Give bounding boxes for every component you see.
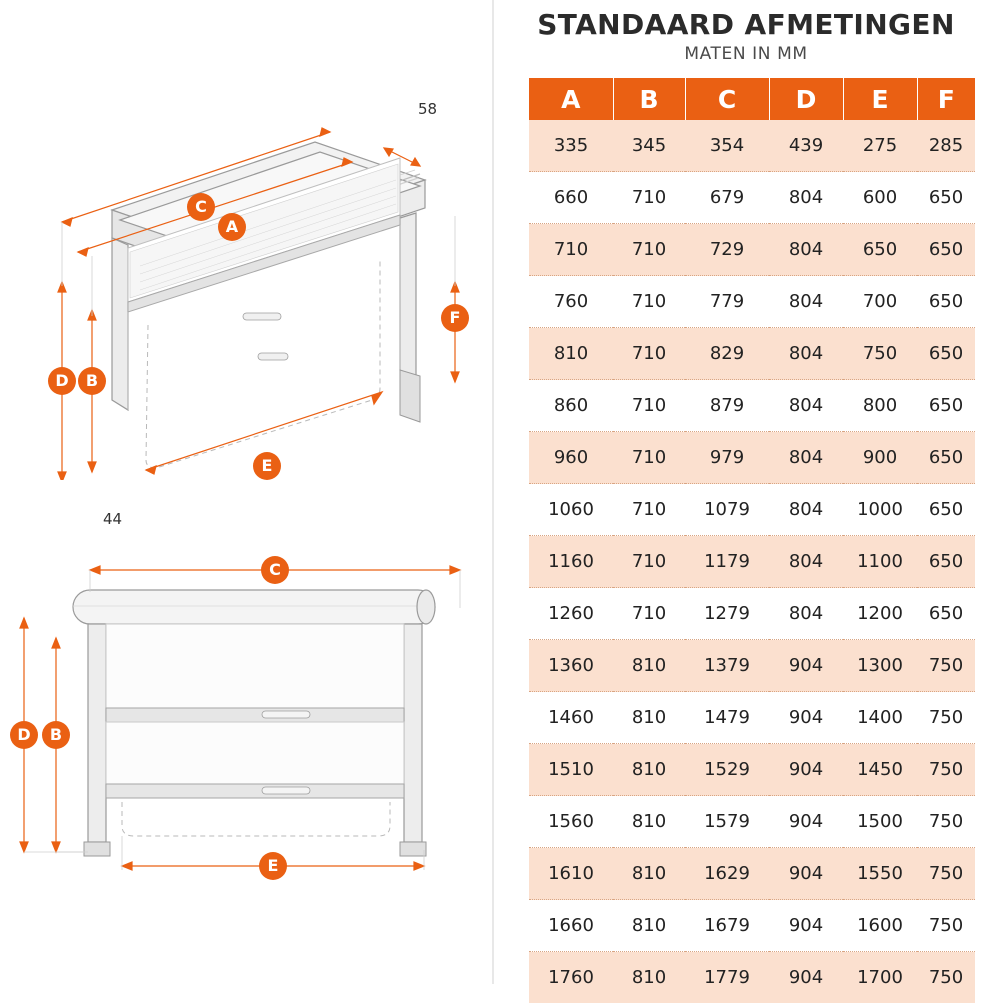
table-cell: 1550 (843, 848, 917, 900)
table-cell: 1529 (685, 744, 769, 796)
table-cell: 710 (613, 328, 685, 380)
table-cell: 1510 (529, 744, 613, 796)
table-row (529, 952, 975, 1003)
table-cell: 960 (529, 432, 613, 484)
table-cell: 354 (685, 120, 769, 172)
table-cell: 804 (769, 380, 843, 432)
table-cell: 1200 (843, 588, 917, 640)
table-cell: 1610 (529, 848, 613, 900)
table-cell: 804 (769, 536, 843, 588)
table-cell: 810 (613, 952, 685, 1003)
page-subtitle: MATEN IN MM (508, 44, 984, 64)
table-row (529, 120, 975, 172)
table-cell: 810 (529, 328, 613, 380)
table-cell: 760 (529, 276, 613, 328)
table-cell: 335 (529, 120, 613, 172)
label-badge-b-bottom: B (42, 721, 70, 749)
dimension-depth-58: 58 (418, 100, 437, 118)
table-body (529, 120, 975, 1003)
table-cell: 1660 (529, 900, 613, 952)
table-cell: 1600 (843, 900, 917, 952)
table-cell: 345 (613, 120, 685, 172)
bottom-drawing-svg (0, 520, 492, 920)
table-row (529, 328, 975, 380)
table-row (529, 900, 975, 952)
table-row (529, 848, 975, 900)
table-row (529, 380, 975, 432)
table-cell: 750 (917, 692, 975, 744)
table-cell: 804 (769, 484, 843, 536)
table-cell: 904 (769, 796, 843, 848)
table-cell: 904 (769, 744, 843, 796)
page-title: STANDAARD AFMETINGEN (508, 8, 984, 41)
table-cell: 904 (769, 952, 843, 1003)
table-cell: 1260 (529, 588, 613, 640)
table-header-row (529, 78, 975, 120)
table-cell: 1400 (843, 692, 917, 744)
table-row (529, 536, 975, 588)
table-cell: 710 (613, 276, 685, 328)
table-cell: 1460 (529, 692, 613, 744)
table-cell: 1360 (529, 640, 613, 692)
table-cell: 710 (529, 224, 613, 276)
table-cell: 1279 (685, 588, 769, 640)
table-cell: 439 (769, 120, 843, 172)
table-cell: 1100 (843, 536, 917, 588)
label-badge-c-top: C (187, 193, 215, 221)
table-cell: 650 (917, 172, 975, 224)
table-cell: 904 (769, 692, 843, 744)
table-cell: 804 (769, 588, 843, 640)
table-cell: 1760 (529, 952, 613, 1003)
label-badge-c-bottom: C (261, 556, 289, 584)
table-cell: 1679 (685, 900, 769, 952)
label-badge-d-bottom: D (10, 721, 38, 749)
table-cell: 800 (843, 380, 917, 432)
table-cell: 810 (613, 640, 685, 692)
table-row (529, 224, 975, 276)
table-header (529, 78, 975, 120)
table-cell: 275 (843, 120, 917, 172)
table-cell: 710 (613, 432, 685, 484)
table-cell: 1479 (685, 692, 769, 744)
table-cell: 710 (613, 536, 685, 588)
table-cell: 1160 (529, 536, 613, 588)
table-cell: 750 (917, 640, 975, 692)
table-cell: 879 (685, 380, 769, 432)
table-cell: 679 (685, 172, 769, 224)
label-badge-a-top: A (218, 213, 246, 241)
table-row (529, 640, 975, 692)
table-cell: 1779 (685, 952, 769, 1003)
table-cell: 810 (613, 900, 685, 952)
table-cell: 750 (917, 744, 975, 796)
table-cell: 660 (529, 172, 613, 224)
table-cell: 829 (685, 328, 769, 380)
table-cell: 750 (917, 796, 975, 848)
table-cell: 900 (843, 432, 917, 484)
table-cell: 710 (613, 172, 685, 224)
table-row (529, 276, 975, 328)
illustrations-column (0, 0, 492, 984)
column-header-b: B (613, 78, 685, 120)
table-cell: 1000 (843, 484, 917, 536)
diagram-top-perspective (0, 70, 492, 480)
table-row (529, 484, 975, 536)
table-cell: 804 (769, 172, 843, 224)
table-cell: 710 (613, 484, 685, 536)
table-cell: 650 (917, 276, 975, 328)
label-badge-e-top: E (253, 452, 281, 480)
table-cell: 650 (917, 380, 975, 432)
table-cell: 750 (917, 900, 975, 952)
table-cell: 650 (917, 328, 975, 380)
table-cell: 904 (769, 640, 843, 692)
table-cell: 650 (917, 588, 975, 640)
table-row (529, 172, 975, 224)
table-cell: 650 (917, 432, 975, 484)
column-header-d: D (769, 78, 843, 120)
dimensions-column (508, 0, 984, 984)
table-cell: 1500 (843, 796, 917, 848)
column-header-e: E (843, 78, 917, 120)
table-cell: 729 (685, 224, 769, 276)
table-cell: 860 (529, 380, 613, 432)
table-row (529, 744, 975, 796)
table-row (529, 692, 975, 744)
table-cell: 804 (769, 328, 843, 380)
table-cell: 1379 (685, 640, 769, 692)
table-cell: 650 (843, 224, 917, 276)
table-cell: 804 (769, 432, 843, 484)
table-cell: 779 (685, 276, 769, 328)
table-cell: 1700 (843, 952, 917, 1003)
table-cell: 1629 (685, 848, 769, 900)
dimension-width-44: 44 (103, 510, 122, 528)
table-cell: 804 (769, 276, 843, 328)
table-row (529, 588, 975, 640)
table-cell: 1579 (685, 796, 769, 848)
table-cell: 750 (843, 328, 917, 380)
table-row (529, 796, 975, 848)
label-badge-f-top: F (441, 304, 469, 332)
table-cell: 904 (769, 900, 843, 952)
column-header-f: F (917, 78, 975, 120)
table-cell: 1060 (529, 484, 613, 536)
table-cell: 750 (917, 952, 975, 1003)
table-cell: 979 (685, 432, 769, 484)
table-cell: 904 (769, 848, 843, 900)
table-cell: 710 (613, 588, 685, 640)
table-cell: 750 (917, 848, 975, 900)
table-cell: 1179 (685, 536, 769, 588)
table-cell: 810 (613, 796, 685, 848)
table-cell: 650 (917, 224, 975, 276)
table-row (529, 432, 975, 484)
top-drawing-svg (0, 70, 492, 480)
table-cell: 710 (613, 380, 685, 432)
diagram-bottom-front (0, 520, 492, 920)
dimensions-table (529, 78, 975, 1003)
table-cell: 804 (769, 224, 843, 276)
label-badge-d-top: D (48, 367, 76, 395)
column-divider (492, 0, 494, 984)
table-cell: 600 (843, 172, 917, 224)
column-header-c: C (685, 78, 769, 120)
table-cell: 1450 (843, 744, 917, 796)
table-cell: 650 (917, 484, 975, 536)
table-cell: 1300 (843, 640, 917, 692)
table-cell: 1560 (529, 796, 613, 848)
title-block (508, 0, 984, 64)
table-cell: 285 (917, 120, 975, 172)
column-header-a: A (529, 78, 613, 120)
table-cell: 650 (917, 536, 975, 588)
table-cell: 710 (613, 224, 685, 276)
label-badge-e-bottom: E (259, 852, 287, 880)
table-cell: 810 (613, 848, 685, 900)
table-cell: 810 (613, 744, 685, 796)
table-cell: 1079 (685, 484, 769, 536)
table-cell: 700 (843, 276, 917, 328)
table-cell: 810 (613, 692, 685, 744)
label-badge-b-top: B (78, 367, 106, 395)
